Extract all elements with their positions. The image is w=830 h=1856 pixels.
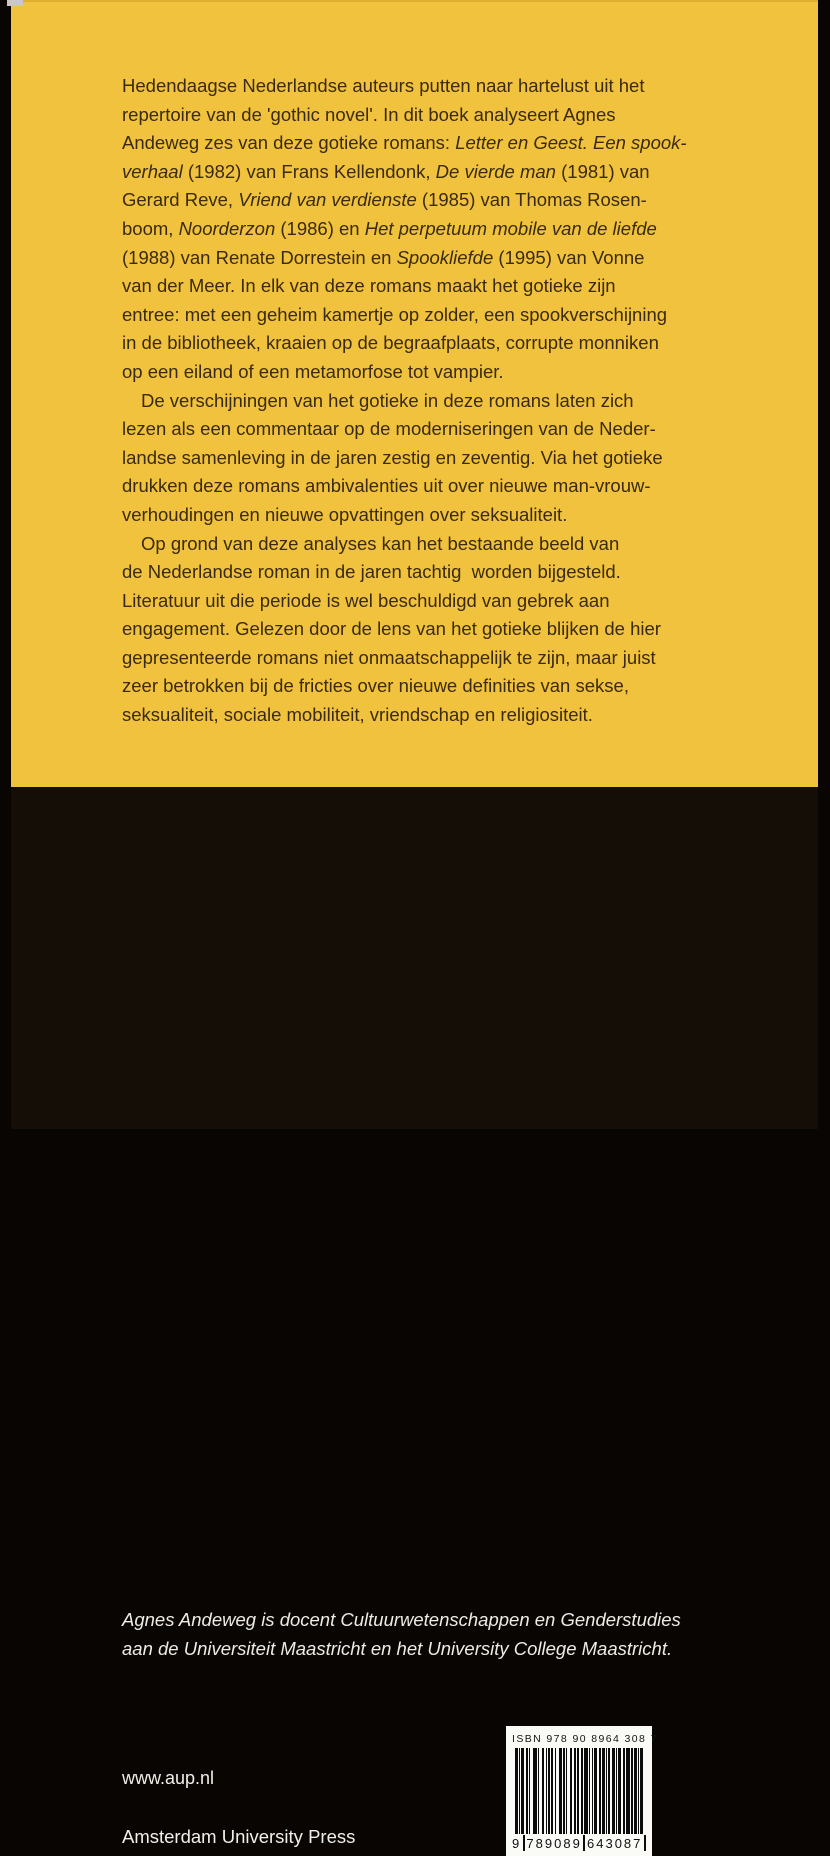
blurb-line: boom, Noorderzon (1986) en Het perpetuum mobile van de liefde: [122, 217, 657, 239]
book-back-cover: [11, 0, 818, 1851]
blurb-line: engagement. Gelezen door de lens van het gotieke blijken de hier: [122, 618, 661, 640]
blurb-line: Andeweg zes van deze gotieke romans: Letter en Geest. Een spook-: [122, 132, 687, 154]
barcode-bar: [612, 1748, 615, 1834]
isbn-barcode: [506, 1726, 658, 1856]
barcode-bar: [602, 1748, 605, 1834]
blurb-line: landse samenleving in de jaren zestig en zeventig. Via het gotieke: [122, 446, 663, 468]
blurb-line: lezen als een commentaar op de moderniseringen van de Neder-: [122, 418, 656, 440]
blurb-line: in de bibliotheek, kraaien op de begraafplaats, corrupte monniken: [122, 332, 659, 354]
dark-panel: [11, 787, 818, 1851]
blurb-line: De verschijningen van het gotieke in deze romans laten zich: [141, 389, 634, 411]
barcode-bar: [592, 1748, 593, 1834]
blurb-line: Op grond van deze analyses kan het bestaande beeld van: [141, 532, 620, 554]
blurb-line: Hedendaagse Nederlandse auteurs putten naar hartelust uit het: [122, 75, 645, 96]
blurb-line: op een eiland of een metamorfose tot vampier.: [122, 360, 504, 382]
barcode-bar: [515, 1748, 518, 1834]
barcode-bar: [594, 1748, 597, 1834]
barcode-bar: [555, 1748, 556, 1834]
barcode-bar: [538, 1748, 539, 1834]
barcode-bar: [608, 1748, 609, 1834]
barcode-bars: [512, 1748, 646, 1834]
author-note-line: aan de Universiteit Maastricht en het University College Maastricht.: [122, 1638, 673, 1659]
author-note: [122, 1605, 702, 1663]
yellow-panel: [11, 0, 818, 787]
barcode-bar: [563, 1748, 564, 1834]
ean-digits: [512, 1834, 646, 1851]
barcode-bar: [548, 1748, 549, 1834]
blurb-line: (1988) van Renate Dorrestein en Spookliefde (1995) van Vonne: [122, 246, 645, 268]
blurb-paragraph: [122, 530, 687, 730]
barcode-bar: [640, 1748, 643, 1834]
blurb-line: gepresenteerde romans niet onmaatschappelijk te zijn, maar juist: [122, 646, 656, 668]
blurb-line: verhaal (1982) van Frans Kellendonk, De vierde man (1981) van: [122, 160, 650, 182]
barcode-bar: [623, 1748, 624, 1834]
blurb-line: drukken deze romans ambivalenties uit over nieuwe man-vrouw-: [122, 475, 651, 497]
barcode-bar: [533, 1748, 537, 1834]
barcode-bar: [566, 1748, 567, 1834]
barcode-bar: [631, 1748, 632, 1834]
barcode-bar: [574, 1748, 577, 1834]
barcode-guard: [523, 1835, 525, 1851]
website-url: www.aup.nl: [122, 1768, 215, 1788]
scan-artifact: [7, 0, 23, 6]
blurb-line: verhoudingen en nieuwe opvattingen over seksualiteit.: [122, 503, 568, 525]
blurb-paragraph: [122, 387, 687, 530]
ean-group2: 643087: [587, 1836, 643, 1851]
barcode-bar: [570, 1748, 573, 1834]
blurb-line: entree: met een geheim kamertje op zolder, een spookverschijning: [122, 303, 668, 325]
barcode-bar: [581, 1748, 582, 1834]
ean-left-digit: 9: [512, 1836, 522, 1851]
barcode-bar: [618, 1748, 621, 1834]
blurb-line: repertoire van de 'gothic novel'. In dit boek analyseert Agnes: [122, 103, 616, 125]
barcode-bar: [599, 1748, 600, 1834]
ean-group1: 789089: [526, 1836, 582, 1851]
barcode-bar: [526, 1748, 527, 1834]
blurb-line: de Nederlandse roman in de jaren tachtig worden bijgesteld.: [122, 561, 621, 583]
barcode-bar: [606, 1748, 607, 1834]
blurb-paragraph: [122, 72, 687, 387]
barcode-bar: [529, 1748, 530, 1834]
barcode-bar: [634, 1748, 637, 1834]
barcode-bar: [577, 1748, 578, 1834]
barcode-bar: [546, 1748, 547, 1834]
author-note-line: Agnes Andeweg is docent Cultuurwetenschappen en Genderstudies: [122, 1609, 681, 1630]
barcode-bar: [542, 1748, 545, 1834]
blurb-line: van der Meer. In elk van deze romans maakt het gotieke zijn: [122, 275, 616, 297]
barcode-bar: [616, 1748, 617, 1834]
barcode-bar: [551, 1748, 554, 1834]
blurb-line: seksualiteit, sociale mobiliteit, vriendschap en religiositeit.: [122, 704, 593, 726]
barcode-bar: [519, 1748, 520, 1834]
barcode-bar: [521, 1748, 524, 1834]
publisher-name: Amsterdam University Press: [122, 1826, 356, 1847]
barcode-bar: [638, 1748, 639, 1834]
barcode-bar: [626, 1748, 630, 1834]
barcode-bar: [584, 1748, 588, 1834]
blurb-line: Literatuur uit die periode is wel beschuldigd van gebrek aan: [122, 589, 610, 611]
isbn-number: ISBN 978 90 8964 308 7: [512, 1733, 658, 1745]
barcode-guard: [583, 1835, 585, 1851]
blurb-line: Gerard Reve, Vriend van verdienste (1985) van Thomas Rosen-: [122, 189, 647, 211]
blurb-line: zeer betrokken bij de fricties over nieuwe definities van sekse,: [122, 675, 629, 697]
blurb: [122, 72, 687, 730]
barcode-bar: [589, 1748, 590, 1834]
barcode-bar: [559, 1748, 562, 1834]
barcode-guard: [644, 1835, 646, 1851]
